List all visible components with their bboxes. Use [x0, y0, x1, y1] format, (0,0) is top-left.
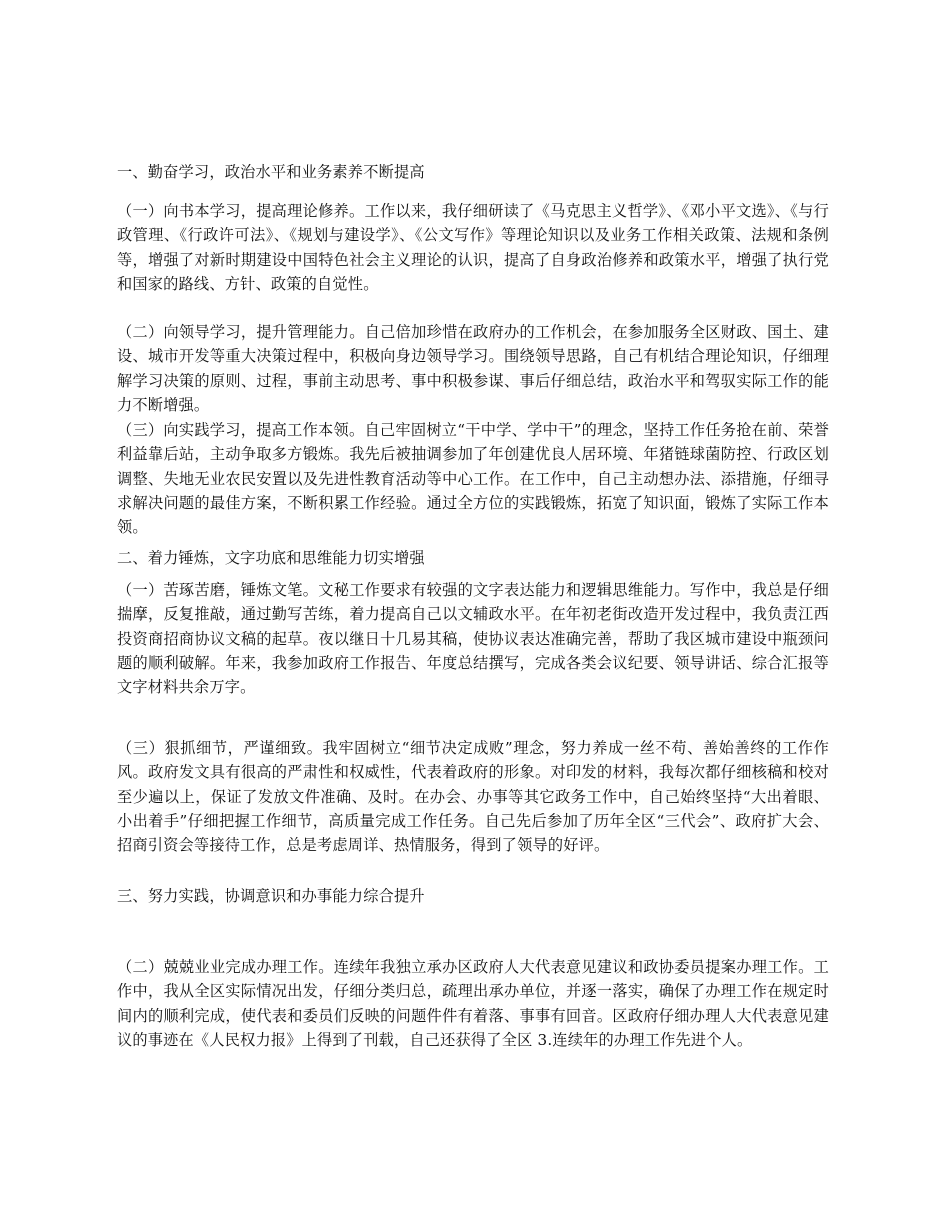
section-heading-1: 一、勤奋学习，政治水平和业务素养不断提高: [117, 163, 425, 181]
paragraph-1-1: （一）向书本学习，提高理论修养。工作以来，我仔细研读了《马克思主义哲学》、《邓小平文选》、《与行政管理、《行政许可法》、《规划与建设学》、《公文写作》等理论知识以及业务工作相关政策、法规和条例等，增强了对新时期建设中国特色社会主义理论的认识，提高了自身政治修养和政策水平，增强了执行党和国家的路线、方针、政策的自觉性。: [117, 202, 829, 293]
section-heading-3: 三、努力实践，协调意识和办事能力综合提升: [117, 887, 425, 905]
paragraph-2-2: （三）狠抓细节，严谨细致。我牢固树立“细节决定成败”理念，努力养成一丝不苟、善始善终的工作作风。政府发文具有很高的严肃性和权威性，代表着政府的形象。对印发的材料，我每次都仔细核稿和校对至少遍以上，保证了发放文件准确、及时。在办会、办事等其它政务工作中，自己始终坚持“大出着眼、小出着手”仔细把握工作细节，高质量完成工作任务。自己先后参加了历年全区“三代会”、政府扩大会、招商引资会等接待工作，总是考虑周详、热情服务，得到了领导的好评。: [117, 739, 829, 855]
paragraph-3-1: （二）兢兢业业完成办理工作。连续年我独立承办区政府人大代表意见建议和政协委员提案办理工作。工作中，我从全区实际情况出发，仔细分类归总，疏理出承办单位，并逐一落实，确保了办理工作在规定时间内的顺利完成，使代表和委员们反映的问题件件有着落、事事有回音。区政府仔细办理人大代表意见建议的事迹在《人民权力报》上得到了刊载，自己还获得了全区 3.连续年的办理工作先进个人。: [117, 958, 829, 1049]
paragraph-1-2: （二）向领导学习，提升管理能力。自己倍加珍惜在政府办的工作机会，在参加服务全区财政、国土、建设、城市开发等重大决策过程中，积极向身边领导学习。围绕领导思路，自己有机结合理论知识，仔细理解学习决策的原则、过程，事前主动思考、事中积极参谋、事后仔细总结，政治水平和驾驭实际工作的能力不断增强。: [117, 323, 829, 414]
paragraph-1-3: （三）向实践学习，提高工作本领。自己牢固树立“干中学、学中干”的理念，坚持工作任务抢在前、荣誉利益靠后站，主动争取多方锻炼。我先后被抽调参加了年创建优良人居环境、年猪链球菌防控、行政区划调整、失地无业农民安置以及先进性教育活动等中心工作。在工作中，自己主动想办法、添措施，仔细寻求解决问题的最佳方案，不断积累工作经验。通过全方位的实践锻炼，拓宽了知识面，锻炼了实际工作本领。: [117, 421, 829, 537]
paragraph-2-1: （一）苦琢苦磨，锤炼文笔。文秘工作要求有较强的文字表达能力和逻辑思维能力。写作中，我总是仔细揣摩，反复推敲，通过勤写苦练，着力提高自己以文辅政水平。在年初老街改造开发过程中，我负责江西投资商招商协议文稿的起草。夜以继日十几易其稿，使协议表达准确完善，帮助了我区城市建设中瓶颈问题的顺利破解。年来，我参加政府工作报告、年度总结撰写，完成各类会议纪要、领导讲话、综合汇报等文字材料共余万字。: [117, 581, 829, 697]
section-heading-2: 二、着力锤炼，文字功底和思维能力切实增强: [117, 549, 425, 567]
